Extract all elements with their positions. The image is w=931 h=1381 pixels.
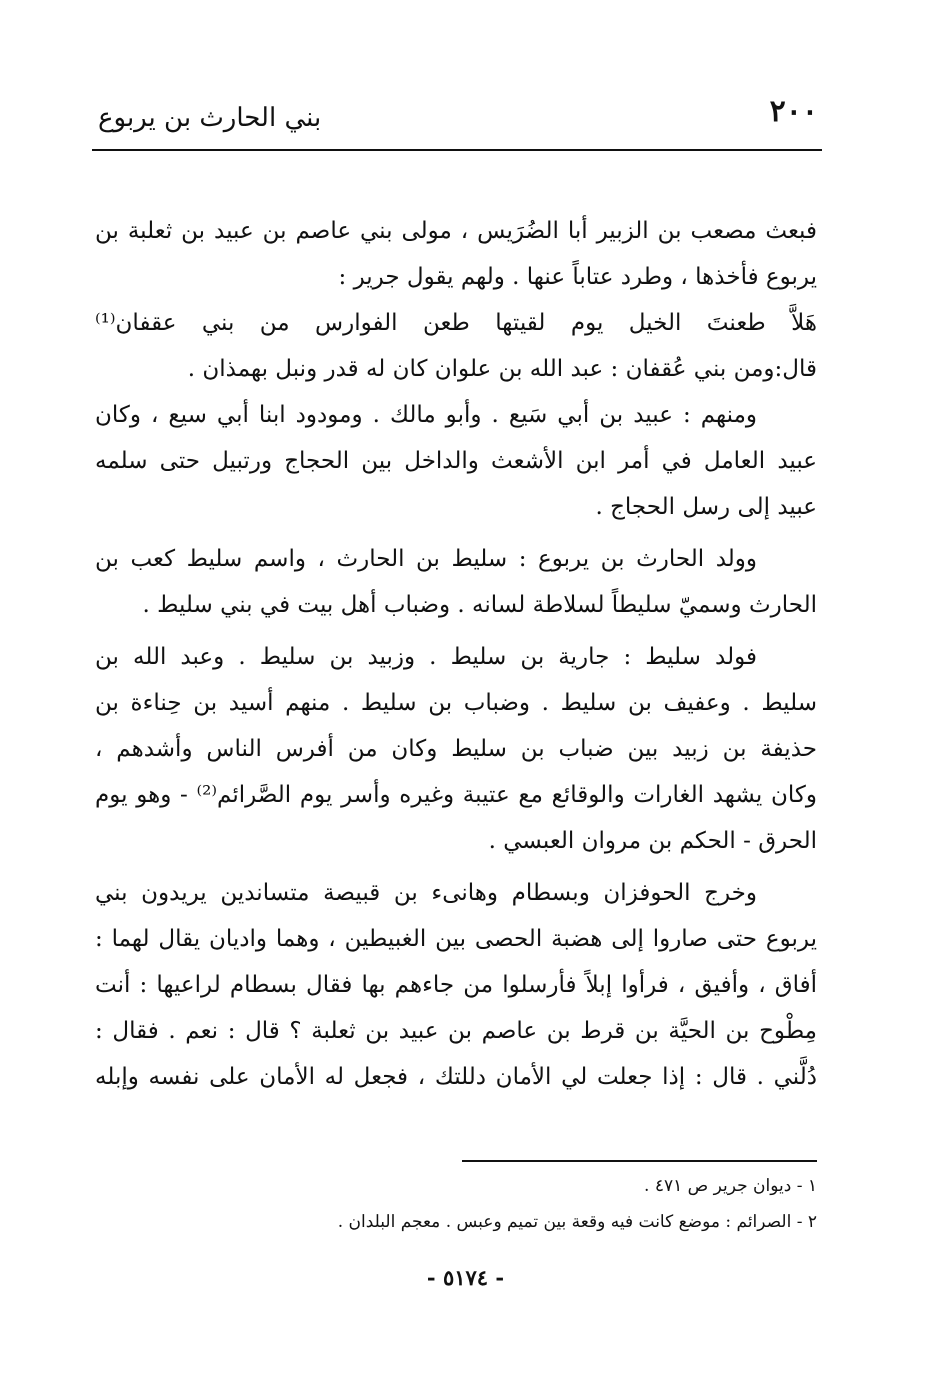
text-line: وخرج الحوفزان وبسطام وهانىء بن قبيصة متساندين يريدون بني (95, 880, 757, 906)
text-line: عبيد إلى رسل الحجاج . (595, 494, 817, 520)
header-rule (92, 149, 822, 151)
text-line: سليط . وعفيف بن سليط . وضباب بن سليط . منهم أسيد بن حِناءة بن (95, 690, 817, 716)
text-line: وكان يشهد الغارات والوقائع مع عتيبة وغيره وأسر يوم الصَّرائم⁽²⁾ - وهو يوم (95, 782, 817, 808)
text-line: أفاق ، وأفيق ، فرأوا إبلاً فأرسلوا من جاءهم بها فقال بسطام لراعيها : أنت (95, 972, 817, 998)
text-line: مِطْوح بن الحيَّة بن قرط بن عاصم بن عبيد بن ثعلبة ؟ قال : نعم . فقال : (95, 1018, 817, 1044)
text-line: قال:ومن بني عُقفان : عبد الله بن علوان كان له قدر ونبل بهمذان . (187, 356, 817, 382)
footnote: ١ - ديوان جرير ص ٤٧١ . (644, 1176, 817, 1196)
text-line: عبيد العامل في أمر ابن الأشعث والداخل بين الحجاج ورتبيل حتى سلمه (95, 448, 817, 474)
footnote: ٢ - الصرائم : موضع كانت فيه وقعة بين تميم وعبس . معجم البلدان . (337, 1212, 817, 1232)
text-line: فبعث مصعب بن الزبير أبا الضُرَيس ، مولى بني عاصم بن عبيد بن ثعلبة بن (95, 218, 817, 244)
text-line: فولد سليط : جارية بن سليط . وزبيد بن سليط . وعبد الله بن (95, 644, 757, 670)
text-line: الحارث وسميّ سليطاً لسلاطة لسانه . وضباب أهل بيت في بني سليط . (142, 592, 817, 618)
text-line: يربوع فأخذها ، وطرد عتاباً عنها . ولهم يقول جرير : (338, 264, 817, 290)
text-line: دُلَّني . قال : إذا جعلت لي الأمان دللتك ، فجعل له الأمان على نفسه وإبله (95, 1064, 817, 1090)
body-text (95, 208, 817, 1100)
footnotes (120, 1168, 817, 1240)
running-title: بني الحارث بن يربوع (98, 103, 322, 133)
text-line: ومنهم : عبيد بن أبي سَيع . وأبو مالك . ومودود ابنا أبي سيع ، وكان (95, 402, 757, 428)
folio-number: - ٥١٧٤ - (426, 1265, 505, 1290)
page-header (92, 92, 822, 148)
text-line: حذيفة بن زبيد بين ضباب بن سليط وكان من أفرس الناس وأشدهم ، (95, 736, 817, 762)
page-number: ٢٠٠ (769, 94, 818, 129)
text-line: وولد الحارث بن يربوع : سليط بن الحارث ، واسم سليط كعب بن (95, 546, 757, 572)
footnote-rule (462, 1160, 817, 1162)
verse-line: هَلاَّ طعنتَ الخيل يوم لقيتها طعن الفوارس من بني عقفان⁽¹⁾ (95, 310, 817, 336)
text-line: الحرق - الحكم بن مروان العبسي . (488, 828, 817, 854)
text-line: يربوع حتى صاروا إلى هضبة الحصى بين الغبيطين ، وهما واديان يقال لهما : (95, 926, 817, 952)
